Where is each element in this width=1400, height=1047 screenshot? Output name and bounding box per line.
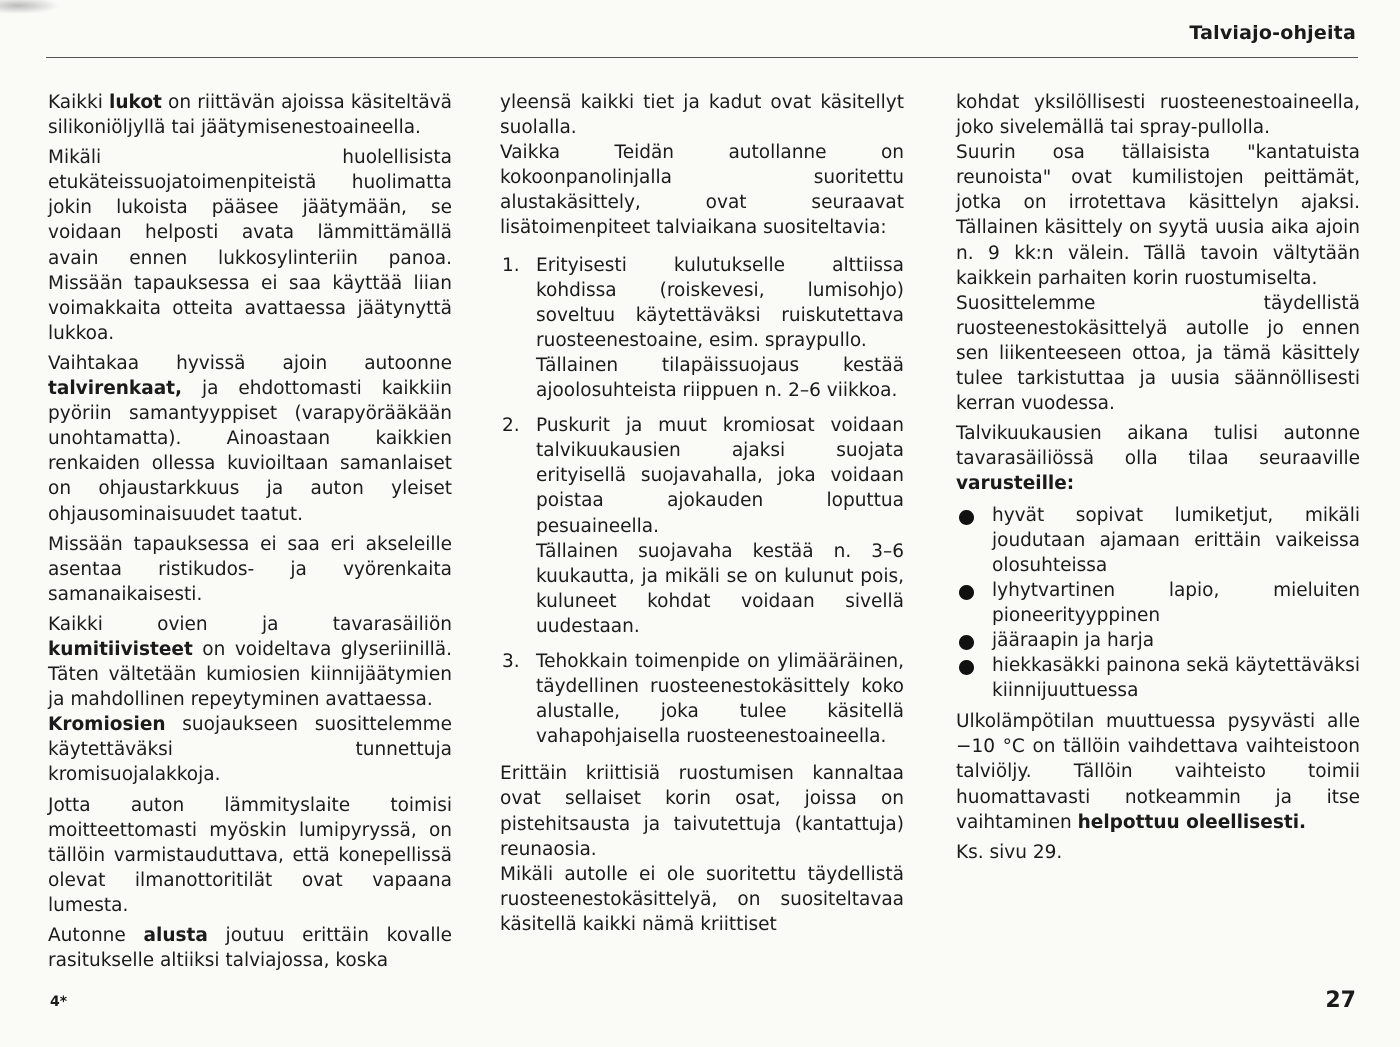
paragraph-if-not-treated: Mikäli autolle ei ole suoritettu täydellistä ruosteenestokäsittelyä, on suositeltavaa käsitellä kaikki nämä kriittiset — [500, 863, 904, 935]
bullet-text: jääraapin ja harja — [992, 629, 1155, 651]
list-item-note: Tällainen tilapäissuojaus kestää ajoolosuhteista riippuen n. 2–6 viikkoa. — [536, 354, 904, 402]
page-header-title: Talviajo-ohjeita — [1189, 22, 1356, 44]
text: Talvikuukausien aikana tulisi autonne tavarasäiliössä olla tilaa seuraaville — [956, 423, 1360, 470]
list-item-note: Tällainen suojavaha kestää n. 3–6 kuukautta, ja mikäli se on kulunut pois, kuluneet kohdat voidaan sivellä uudestaan. — [536, 540, 904, 637]
text: ja ehdottomasti kaikkiin pyöriin samantyyppiset (varapyörääkään unohtamatta). Ainoastaan kaikkien renkaiden ollessa kuvioiltaan samanlaiset on ohjaustarkkuus ja auton yleiset ohjausominaisuudet taatut. — [48, 378, 452, 525]
text: Vaihtakaa hyvissä ajoin autoonne — [48, 352, 452, 374]
text: joutuu erittäin kovalle rasitukselle altiiksi talviajossa, koska — [48, 925, 453, 972]
text: on riittävän ajoissa käsiteltävä silikoniöljyllä tai jäätymisenestoaineella. — [48, 92, 452, 139]
list-item — [500, 649, 904, 749]
bullet-item — [956, 653, 1360, 703]
text: on voideltava glyseriinillä. Täten vältetään kumiosien kiinnijäätymien ja mahdollinen repeytyminen avattaessa. — [48, 638, 452, 711]
paragraph-rubber-strips: Suurin osa tällaisista "kantatuista reunoista" ovat kumilistojen peittämät, jotka on irrotettava käsittelyn ajaksi. Tällainen käsittely on syytä uusia aika ajoin n. 9 kk:n välein. Tällä tavoin vältytään kaikkein parhaiten korin ruostumiselta. — [956, 142, 1360, 289]
bold-term-equipment: varusteille: — [956, 473, 1075, 495]
list-item — [500, 253, 904, 404]
column-3 — [956, 90, 1360, 865]
bold-term-chrome: Kromiosien — [48, 714, 166, 736]
paragraph-recommend-treatment: Suosittelemme täydellistä ruosteenestokäsittelyä autolle jo ennen sen liikenteeseen ottoa, ja tämä käsittely tulee tarkistuttaa ja uusia säännöllisesti kerran vuodessa. — [956, 292, 1360, 415]
list-item — [500, 413, 904, 639]
list-number: 2. — [502, 415, 520, 437]
paragraph-see-page: Ks. sivu 29. — [956, 841, 1063, 863]
text: Kaikki ovien ja tavarasäiliön — [48, 613, 452, 635]
column-2 — [500, 90, 904, 937]
bullet-dot-icon — [959, 585, 974, 600]
bold-term-seals: kumitiivisteet — [48, 638, 193, 660]
text: Autonne — [48, 925, 144, 946]
bullet-item — [956, 628, 1360, 653]
paragraph-temperature — [956, 709, 1360, 834]
bold-term-winter-tires: talvirenkaat, — [48, 378, 183, 400]
paragraph-equipment — [956, 421, 1360, 496]
bullet-item — [956, 578, 1360, 628]
bullet-dot-icon — [959, 635, 974, 650]
paragraph-additional-measures: Vaikka Teidän autollanne on kokoonpanolinjalla suoritettu alustakäsittely, ovat seuraavat lisätoimenpiteet talviaikana suositeltavia: — [500, 142, 904, 239]
bullet-text: hyvät sopivat lumiketjut, mikäli joudutaan ajamaan erittäin vaikeissa olosuhteissa — [992, 504, 1360, 576]
paragraph-chrome — [48, 712, 452, 787]
list-number: 3. — [502, 650, 520, 672]
corner-smudge — [0, 0, 60, 14]
measures-list — [500, 253, 904, 750]
list-item-text: Puskurit ja muut kromiosat voidaan talvikuukausien ajaksi suojata erityisellä suojavahalla, joka voidaan poistaa ajokauden loputtua pesuaineella. — [536, 415, 904, 537]
page-number: 27 — [1325, 988, 1356, 1013]
text: Ulkolämpötilan muuttuessa pysyvästi alle −10 °C on tällöin vaihdettava vaihteistoon talviöljy. Tällöin vaihteisto toimii huomattavasti notkeammin ja itse vaihtaminen — [956, 711, 1360, 833]
paragraph-salted-roads: yleensä kaikki tiet ja kadut ovat käsitellyt suolalla. — [500, 92, 904, 139]
paragraph-locks — [48, 90, 452, 140]
bold-term-easier: helpottuu oleellisesti. — [1077, 811, 1307, 833]
bullet-text: lyhytvartinen lapio, mieluiten pioneerityyppinen — [992, 579, 1360, 626]
bullet-dot-icon — [959, 660, 974, 675]
column-1 — [48, 90, 452, 973]
text: suojaukseen suosittelemme käytettäväksi tunnettuja kromisuojalakkoja. — [48, 714, 452, 786]
bullet-text: hiekkasäkki painona sekä käytettäväksi kiinnijuuttuessa — [992, 655, 1360, 702]
bullet-dot-icon — [959, 510, 974, 525]
list-item-text: Erityisesti kulutukselle alttiissa kohdissa (roiskevesi, lumisohjo) soveltuu käytettäväksi ruiskutettava ruosteenestoaine, esim. spraypullo. — [536, 254, 904, 351]
paragraph-critical-parts: Erittäin kriittisiä ruostumisen kannaltaa ovat sellaiset korin osat, joissa on pistehitsausta ja taivutettuja (kantattuja) reunaosia. — [500, 763, 904, 860]
paragraph-heater: Jotta auton lämmityslaite toimisi moitteettomasti myöskin lumipyryssä, on tällöin varmistauduttava, että konepellissä olevat ilmanottoritilät ovat vapaana lumesta. — [48, 794, 452, 916]
list-item-text: Tehokkain toimenpide on ylimääräinen, täydellinen ruosteenestokäsittely koko alustalle, joka tulee käsitellä vahapohjaisella ruosteenestoaineella. — [536, 650, 904, 748]
paragraph-tire-types: Missään tapauksessa ei saa eri akseleille asentaa ristikudos- ja vyörenkaita samanaikaisesti. — [48, 533, 452, 605]
list-number: 1. — [502, 254, 520, 276]
text: Kaikki — [48, 92, 110, 113]
paragraph-individual-treatment: kohdat yksilöllisesti ruosteenestoaineella, joko sivelemällä tai spray-pullolla. — [956, 92, 1360, 139]
paragraph-seals — [48, 612, 452, 712]
paragraph-underbody — [48, 923, 452, 973]
paragraph-frozen-lock: Mikäli huolellisista etukäteissuojatoimenpiteistä huolimatta jokin lukoista pääsee jäätymään, se voidaan helposti avata lämmittämällä avain ennen lukkosylinteriin panoa. Missään tapauksessa ei saa käyttää liian voimakkaita otteita avattaessa jäätynyttä lukkoa. — [48, 147, 452, 344]
paragraph-winter-tires — [48, 351, 452, 527]
header-rule — [46, 57, 1358, 58]
bold-term-locks: lukot — [109, 92, 162, 113]
bullet-item — [956, 503, 1360, 578]
equipment-list — [956, 503, 1360, 704]
footer-sheet-mark: 4* — [50, 994, 68, 1010]
bold-term-underbody: alusta — [143, 925, 208, 946]
